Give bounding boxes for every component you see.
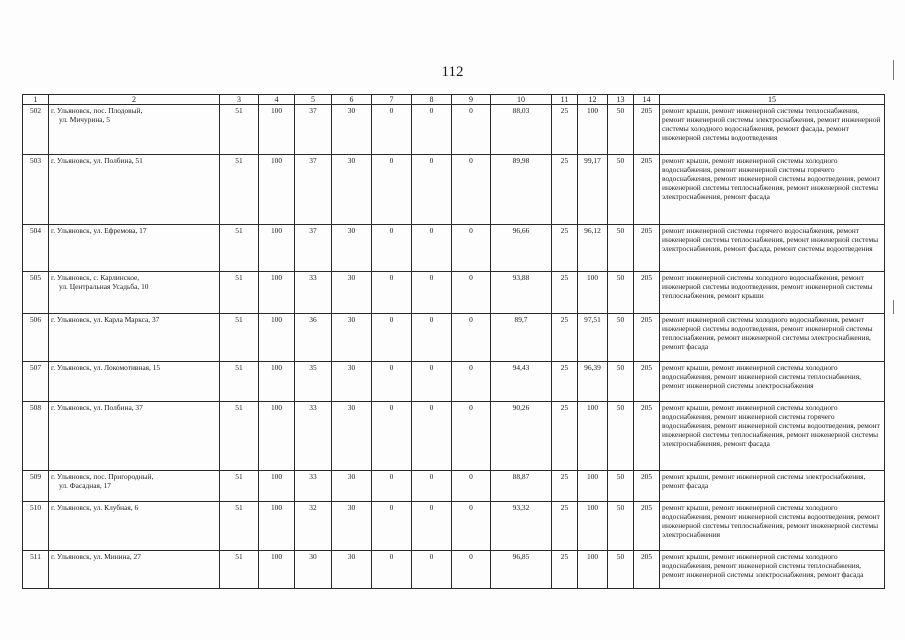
value-cell-c4: 100 — [259, 225, 295, 272]
value-cell-c8: 0 — [412, 551, 452, 589]
address-cell — [49, 551, 220, 589]
value-cell-c4: 100 — [259, 551, 295, 589]
value-cell-c7: 0 — [372, 105, 412, 155]
table-row — [23, 105, 885, 155]
scan-mark — [893, 300, 894, 314]
value-cell-c9: 0 — [452, 155, 491, 225]
value-cell-c5: 33 — [295, 272, 332, 314]
value-cell-c3: 51 — [220, 502, 259, 551]
address-line-1: г. Ульяновск, пос. Плодовый, — [51, 106, 143, 115]
value-cell-c7: 0 — [372, 551, 412, 589]
value-cell-c14: 205 — [634, 471, 660, 502]
value-cell-c5: 33 — [295, 402, 332, 471]
value-cell-c8: 0 — [412, 225, 452, 272]
value-cell-c6: 30 — [332, 502, 372, 551]
row-number-cell: 506 — [23, 314, 49, 362]
value-cell-c14: 205 — [634, 225, 660, 272]
value-cell-c6: 30 — [332, 272, 372, 314]
value-cell-c6: 30 — [332, 314, 372, 362]
value-cell-c6: 30 — [332, 155, 372, 225]
address-cell — [49, 471, 220, 502]
address-line-1: г. Ульяновск, пос. Пригородный, — [51, 472, 154, 481]
value-cell-c12: 100 — [578, 471, 608, 502]
value-cell-c3: 51 — [220, 225, 259, 272]
page-number: 112 — [441, 64, 464, 80]
column-header-5: 5 — [295, 95, 332, 105]
repair-works-cell: ремонт крыши, ремонт инженерной системы теплоснабжения, ремонт инженерной системы электроснабжения, ремонт инженерной системы холодного водоснабжения, ремонт фасада, ремонт инженерной системы водоотведения — [660, 105, 885, 155]
value-cell-c5: 35 — [295, 362, 332, 402]
address-cell — [49, 272, 220, 314]
value-cell-c7: 0 — [372, 272, 412, 314]
column-header-14: 14 — [634, 95, 660, 105]
repair-works-cell: ремонт инженерной системы горячего водоснабжения, ремонт инженерной системы теплоснабжения, ремонт инженерной системы электроснабжения, ремонт фасада, ремонт системы водоотведения — [660, 225, 885, 272]
value-cell-c4: 100 — [259, 314, 295, 362]
value-cell-c4: 100 — [259, 155, 295, 225]
value-cell-c8: 0 — [412, 314, 452, 362]
value-cell-c14: 205 — [634, 402, 660, 471]
address-cell — [49, 314, 220, 362]
column-header-2: 2 — [49, 95, 220, 105]
value-cell-c12: 96,12 — [578, 225, 608, 272]
row-number-cell: 505 — [23, 272, 49, 314]
value-cell-c6: 30 — [332, 402, 372, 471]
value-cell-c9: 0 — [452, 314, 491, 362]
repair-works-cell: ремонт крыши, ремонт инженерной системы холодного водоснабжения, ремонт инженерной системы теплоснабжения, ремонт инженерной системы электроснабжения, ремонт фасада — [660, 551, 885, 589]
value-cell-c11: 25 — [552, 272, 578, 314]
value-cell-c7: 0 — [372, 402, 412, 471]
value-cell-c11: 25 — [552, 402, 578, 471]
row-number-cell: 504 — [23, 225, 49, 272]
address-cell — [49, 225, 220, 272]
row-number-cell: 502 — [23, 105, 49, 155]
address-line-1: г. Ульяновск, ул. Полбина, 51 — [51, 156, 143, 165]
value-cell-c9: 0 — [452, 225, 491, 272]
column-header-10: 10 — [491, 95, 552, 105]
address-line-2: ул. Фасадная, 17 — [59, 481, 112, 491]
repair-works-cell: ремонт крыши, ремонт инженерной системы холодного водоснабжения, ремонт инженерной системы теплоснабжения, ремонт инженерной системы электроснабжения — [660, 362, 885, 402]
row-number-cell: 510 — [23, 502, 49, 551]
column-header-8: 8 — [412, 95, 452, 105]
column-header-3: 3 — [220, 95, 259, 105]
value-cell-c4: 100 — [259, 402, 295, 471]
value-cell-c12: 100 — [578, 272, 608, 314]
value-cell-c8: 0 — [412, 272, 452, 314]
repair-works-cell: ремонт крыши, ремонт инженерной системы холодного водоснабжения, ремонт инженерной системы горячего водоснабжения, ремонт инженерной системы водоотведения, ремонт инженерной системы теплоснабжения, ремонт инженерной системы электроснабжения, ремонт фасада — [660, 402, 885, 471]
value-cell-c14: 205 — [634, 502, 660, 551]
table-row — [23, 551, 885, 589]
value-cell-c4: 100 — [259, 471, 295, 502]
address-cell — [49, 402, 220, 471]
value-cell-c8: 0 — [412, 362, 452, 402]
address-cell — [49, 105, 220, 155]
repair-works-cell: ремонт крыши, ремонт инженерной системы электроснабжения, ремонт фасада — [660, 471, 885, 502]
column-header-9: 9 — [452, 95, 491, 105]
value-cell-c13: 50 — [608, 551, 634, 589]
value-cell-c14: 205 — [634, 551, 660, 589]
repair-works-cell: ремонт крыши, ремонт инженерной системы холодного водоснабжения, ремонт инженерной системы горячего водоснабжения, ремонт инженерной системы водоотведения, ремонт инженерной системы теплоснабжения, ремонт инженерной системы электроснабжения, ремонт фасада — [660, 155, 885, 225]
column-header-11: 11 — [552, 95, 578, 105]
value-cell-c5: 37 — [295, 225, 332, 272]
value-cell-c11: 25 — [552, 551, 578, 589]
value-cell-c11: 25 — [552, 502, 578, 551]
value-cell-c11: 25 — [552, 362, 578, 402]
value-cell-c10: 89,98 — [491, 155, 552, 225]
value-cell-c14: 205 — [634, 105, 660, 155]
value-cell-c13: 50 — [608, 471, 634, 502]
value-cell-c7: 0 — [372, 471, 412, 502]
column-header-12: 12 — [578, 95, 608, 105]
value-cell-c10: 96,66 — [491, 225, 552, 272]
table-row — [23, 225, 885, 272]
value-cell-c8: 0 — [412, 402, 452, 471]
value-cell-c7: 0 — [372, 362, 412, 402]
value-cell-c3: 51 — [220, 272, 259, 314]
value-cell-c9: 0 — [452, 272, 491, 314]
value-cell-c9: 0 — [452, 551, 491, 589]
address-line-1: г. Ульяновск, с. Карлинское, — [51, 273, 140, 282]
housing-repair-table — [22, 94, 885, 589]
value-cell-c5: 32 — [295, 502, 332, 551]
row-number-cell: 511 — [23, 551, 49, 589]
value-cell-c9: 0 — [452, 105, 491, 155]
value-cell-c13: 50 — [608, 272, 634, 314]
value-cell-c6: 30 — [332, 225, 372, 272]
row-number-cell: 508 — [23, 402, 49, 471]
value-cell-c3: 51 — [220, 551, 259, 589]
value-cell-c4: 100 — [259, 105, 295, 155]
table-row — [23, 155, 885, 225]
value-cell-c6: 30 — [332, 362, 372, 402]
value-cell-c10: 90,26 — [491, 402, 552, 471]
value-cell-c3: 51 — [220, 471, 259, 502]
scan-mark — [893, 60, 894, 80]
value-cell-c13: 50 — [608, 502, 634, 551]
value-cell-c14: 205 — [634, 362, 660, 402]
value-cell-c13: 50 — [608, 225, 634, 272]
header-row — [23, 95, 885, 105]
value-cell-c14: 205 — [634, 155, 660, 225]
address-line-1: г. Ульяновск, ул. Клубная, 6 — [51, 503, 139, 512]
value-cell-c5: 33 — [295, 471, 332, 502]
address-line-1: г. Ульяновск, ул. Ефремова, 17 — [51, 226, 147, 235]
value-cell-c4: 100 — [259, 272, 295, 314]
value-cell-c13: 50 — [608, 362, 634, 402]
column-header-4: 4 — [259, 95, 295, 105]
value-cell-c8: 0 — [412, 471, 452, 502]
column-header-7: 7 — [372, 95, 412, 105]
address-cell — [49, 362, 220, 402]
value-cell-c8: 0 — [412, 155, 452, 225]
value-cell-c13: 50 — [608, 314, 634, 362]
value-cell-c14: 205 — [634, 272, 660, 314]
value-cell-c10: 94,43 — [491, 362, 552, 402]
value-cell-c12: 96,39 — [578, 362, 608, 402]
table-body — [23, 105, 885, 589]
value-cell-c13: 50 — [608, 105, 634, 155]
value-cell-c11: 25 — [552, 225, 578, 272]
value-cell-c9: 0 — [452, 502, 491, 551]
table-row — [23, 402, 885, 471]
table-row — [23, 272, 885, 314]
value-cell-c14: 205 — [634, 314, 660, 362]
value-cell-c7: 0 — [372, 314, 412, 362]
value-cell-c5: 37 — [295, 155, 332, 225]
column-header-1: 1 — [23, 95, 49, 105]
value-cell-c7: 0 — [372, 155, 412, 225]
value-cell-c5: 30 — [295, 551, 332, 589]
value-cell-c11: 25 — [552, 471, 578, 502]
value-cell-c10: 88,03 — [491, 105, 552, 155]
value-cell-c4: 100 — [259, 362, 295, 402]
value-cell-c6: 30 — [332, 471, 372, 502]
value-cell-c7: 0 — [372, 225, 412, 272]
value-cell-c12: 100 — [578, 551, 608, 589]
value-cell-c3: 51 — [220, 314, 259, 362]
value-cell-c9: 0 — [452, 362, 491, 402]
value-cell-c12: 100 — [578, 502, 608, 551]
table-row — [23, 362, 885, 402]
table-row — [23, 502, 885, 551]
value-cell-c8: 0 — [412, 105, 452, 155]
row-number-cell: 509 — [23, 471, 49, 502]
value-cell-c9: 0 — [452, 402, 491, 471]
row-number-cell: 507 — [23, 362, 49, 402]
row-number-cell: 503 — [23, 155, 49, 225]
value-cell-c13: 50 — [608, 155, 634, 225]
address-line-2: ул. Центральная Усадьба, 10 — [59, 282, 149, 292]
value-cell-c6: 30 — [332, 105, 372, 155]
value-cell-c12: 100 — [578, 402, 608, 471]
value-cell-c8: 0 — [412, 502, 452, 551]
value-cell-c4: 100 — [259, 502, 295, 551]
repair-works-cell: ремонт крыши, ремонт инженерной системы холодного водоснабжения, ремонт инженерной системы водоотведения, ремонт инженерной системы теплоснабжения, ремонт инженерной системы электроснабжения — [660, 502, 885, 551]
value-cell-c3: 51 — [220, 402, 259, 471]
value-cell-c10: 96,85 — [491, 551, 552, 589]
value-cell-c9: 0 — [452, 471, 491, 502]
value-cell-c10: 93,32 — [491, 502, 552, 551]
value-cell-c12: 100 — [578, 105, 608, 155]
table-row — [23, 471, 885, 502]
value-cell-c7: 0 — [372, 502, 412, 551]
column-header-6: 6 — [332, 95, 372, 105]
value-cell-c3: 51 — [220, 105, 259, 155]
value-cell-c5: 37 — [295, 105, 332, 155]
value-cell-c11: 25 — [552, 105, 578, 155]
column-header-13: 13 — [608, 95, 634, 105]
value-cell-c5: 36 — [295, 314, 332, 362]
value-cell-c3: 51 — [220, 155, 259, 225]
value-cell-c10: 88,87 — [491, 471, 552, 502]
address-line-1: г. Ульяновск, ул. Полбина, 37 — [51, 403, 143, 412]
address-line-2: ул. Мичурина, 5 — [59, 115, 110, 125]
column-header-15: 15 — [660, 95, 885, 105]
repair-works-cell: ремонт инженерной системы холодного водоснабжения, ремонт инженерной системы водоотведения, ремонт инженерной системы теплоснабжения, ремонт инженерной системы электроснабжения, ремонт фасада — [660, 314, 885, 362]
value-cell-c11: 25 — [552, 155, 578, 225]
value-cell-c10: 93,88 — [491, 272, 552, 314]
address-cell — [49, 155, 220, 225]
value-cell-c3: 51 — [220, 362, 259, 402]
value-cell-c12: 99,17 — [578, 155, 608, 225]
value-cell-c10: 89,7 — [491, 314, 552, 362]
value-cell-c6: 30 — [332, 551, 372, 589]
value-cell-c12: 97,51 — [578, 314, 608, 362]
address-line-1: г. Ульяновск, ул. Карла Маркса, 37 — [51, 315, 160, 324]
address-cell — [49, 502, 220, 551]
address-line-1: г. Ульяновск, ул. Минина, 27 — [51, 552, 141, 561]
address-line-1: г. Ульяновск, ул. Локомотивная, 15 — [51, 363, 161, 372]
repair-works-cell: ремонт инженерной системы холодного водоснабжения, ремонт инженерной системы водоотведения, ремонт инженерной системы теплоснабжения, ремонт крыши — [660, 272, 885, 314]
table-row — [23, 314, 885, 362]
value-cell-c11: 25 — [552, 314, 578, 362]
value-cell-c13: 50 — [608, 402, 634, 471]
